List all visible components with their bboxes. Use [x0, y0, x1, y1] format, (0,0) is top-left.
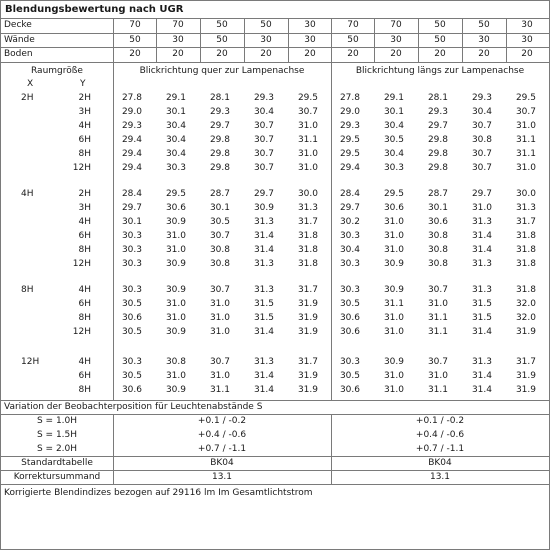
ugr-value-cell: 30.9 — [165, 259, 186, 269]
ugr-value-cell: 30.7 — [209, 231, 230, 241]
ugr-value-cell: 31.0 — [427, 299, 448, 309]
ugr-value-cell: 30.0 — [297, 189, 318, 199]
ugr-value-cell: 30.7 — [297, 107, 318, 117]
ugr-value-cell: 28.1 — [209, 93, 230, 103]
room-y-label: 6H — [78, 299, 91, 309]
ugr-value-cell: 31.1 — [515, 149, 536, 159]
reflectance-cell: 30 — [172, 34, 184, 45]
ugr-value-cell: 29.8 — [209, 149, 230, 159]
ugr-value-cell: 30.3 — [165, 163, 186, 173]
ugr-value-cell: 31.4 — [253, 245, 274, 255]
room-size-header: Raumgröße — [31, 66, 83, 76]
surface-label: Wände — [4, 34, 35, 45]
ugr-value-cell: 29.8 — [427, 135, 448, 145]
ugr-value-cell: 31.4 — [253, 327, 274, 337]
ugr-value-cell: 29.3 — [253, 93, 274, 103]
ugr-value-cell: 31.0 — [165, 231, 186, 241]
ugr-value-cell: 29.8 — [209, 163, 230, 173]
reflectance-cell: 50 — [129, 34, 141, 45]
ugr-value-cell: 30.7 — [427, 357, 448, 367]
room-y-label: 8H — [78, 385, 91, 395]
ugr-value-cell: 30.3 — [339, 259, 360, 269]
ugr-value-cell: 31.8 — [297, 231, 318, 241]
divider — [1, 62, 549, 63]
ugr-value-cell: 29.1 — [165, 93, 186, 103]
reflectance-cell: 70 — [390, 20, 402, 30]
variation-label: S = 1.5H — [36, 430, 78, 440]
ugr-value-cell: 30.5 — [339, 371, 360, 381]
ugr-value-cell: 29.7 — [121, 203, 142, 213]
ugr-value-cell: 31.0 — [165, 245, 186, 255]
ugr-value-cell: 31.8 — [515, 259, 536, 269]
room-y-label: 2H — [78, 189, 91, 199]
ugr-value-cell: 31.9 — [515, 327, 536, 337]
ugr-value-cell: 30.9 — [383, 357, 404, 367]
ugr-value-cell: 31.4 — [471, 245, 492, 255]
room-x-label: 4H — [21, 189, 34, 199]
ugr-value-cell: 31.4 — [471, 385, 492, 395]
ugr-value-cell: 29.7 — [253, 189, 274, 199]
ugr-value-cell: 30.5 — [383, 135, 404, 145]
ugr-value-cell: 30.3 — [339, 357, 360, 367]
ugr-value-cell: 31.0 — [165, 371, 186, 381]
reflectance-cell: 20 — [521, 49, 533, 59]
ugr-value-cell: 30.4 — [165, 121, 186, 131]
ugr-value-cell: 29.7 — [209, 121, 230, 131]
ugr-value-cell: 29.8 — [427, 163, 448, 173]
view-along-header: Blickrichtung längs zur Lampenachse — [355, 66, 525, 76]
reflectance-cell: 20 — [347, 49, 359, 59]
ugr-value-cell: 31.1 — [209, 385, 230, 395]
ugr-value-cell: 30.6 — [165, 203, 186, 213]
ugr-value-cell: 31.9 — [297, 299, 318, 309]
variation-along: +0.7 / -1.1 — [415, 444, 465, 454]
room-x-label: 2H — [21, 93, 34, 103]
ugr-value-cell: 29.4 — [121, 163, 142, 173]
ugr-value-cell: 30.9 — [165, 327, 186, 337]
ugr-value-cell: 31.3 — [253, 285, 274, 295]
ugr-value-cell: 30.3 — [339, 231, 360, 241]
ugr-value-cell: 29.0 — [339, 107, 360, 117]
ugr-value-cell: 30.7 — [471, 163, 492, 173]
ugr-value-cell: 30.4 — [165, 135, 186, 145]
ugr-value-cell: 30.4 — [383, 121, 404, 131]
ugr-value-cell: 31.4 — [253, 371, 274, 381]
room-y-label: 8H — [78, 313, 91, 323]
reflectance-cell: 30 — [478, 34, 490, 45]
variation-cross: +0.1 / -0.2 — [197, 416, 247, 426]
standard-along: BK04 — [428, 458, 452, 468]
ugr-value-cell: 31.7 — [515, 217, 536, 227]
ugr-value-cell: 29.5 — [297, 93, 318, 103]
ugr-value-cell: 29.5 — [383, 189, 404, 199]
ugr-value-cell: 29.5 — [515, 93, 536, 103]
ugr-value-cell: 30.9 — [253, 203, 274, 213]
ugr-value-cell: 30.3 — [339, 285, 360, 295]
ugr-value-cell: 30.3 — [383, 163, 404, 173]
ugr-value-cell: 28.1 — [427, 93, 448, 103]
ugr-value-cell: 30.7 — [427, 285, 448, 295]
reflectance-cell: 30 — [260, 34, 272, 45]
ugr-value-cell: 30.8 — [209, 259, 230, 269]
standard-label: Standardtabelle — [21, 458, 93, 468]
ugr-value-cell: 30.8 — [471, 135, 492, 145]
ugr-value-cell: 30.5 — [121, 327, 142, 337]
ugr-value-cell: 31.1 — [427, 327, 448, 337]
reflectance-cell: 30 — [304, 20, 316, 30]
room-y-label: 12H — [72, 327, 91, 337]
ugr-value-cell: 31.3 — [515, 203, 536, 213]
surface-label: Boden — [4, 49, 33, 59]
surface-label: Decke — [4, 20, 32, 30]
room-x-label: 8H — [21, 285, 34, 295]
room-y-label: 6H — [78, 135, 91, 145]
ugr-value-cell: 31.7 — [297, 285, 318, 295]
ugr-value-cell: 31.3 — [297, 203, 318, 213]
ugr-value-cell: 31.0 — [383, 313, 404, 323]
variation-title: Variation der Beobachterposition für Leuchtenabstände S — [4, 402, 263, 412]
correction-along: 13.1 — [429, 472, 451, 482]
ugr-value-cell: 31.0 — [165, 299, 186, 309]
room-y-label: 4H — [78, 285, 91, 295]
standard-cross: BK04 — [210, 458, 234, 468]
ugr-value-cell: 31.0 — [209, 327, 230, 337]
variation-label: S = 2.0H — [36, 444, 78, 454]
ugr-value-cell: 31.0 — [165, 313, 186, 323]
ugr-value-cell: 29.3 — [471, 93, 492, 103]
ugr-value-cell: 31.1 — [427, 313, 448, 323]
ugr-value-cell: 30.2 — [339, 217, 360, 227]
ugr-value-cell: 31.0 — [383, 385, 404, 395]
ugr-value-cell: 30.3 — [121, 245, 142, 255]
ugr-value-cell: 29.8 — [209, 135, 230, 145]
y-header: Y — [80, 79, 86, 89]
ugr-value-cell: 30.8 — [209, 245, 230, 255]
ugr-value-cell: 31.5 — [471, 313, 492, 323]
ugr-value-cell: 31.0 — [515, 163, 536, 173]
ugr-value-cell: 30.3 — [121, 231, 142, 241]
ugr-value-cell: 31.8 — [515, 285, 536, 295]
ugr-value-cell: 29.7 — [471, 189, 492, 199]
ugr-value-cell: 31.4 — [253, 385, 274, 395]
reflectance-cell: 50 — [216, 20, 228, 30]
ugr-value-cell: 31.0 — [427, 371, 448, 381]
ugr-value-cell: 31.0 — [383, 245, 404, 255]
ugr-value-cell: 30.4 — [165, 149, 186, 159]
ugr-value-cell: 30.9 — [165, 285, 186, 295]
ugr-value-cell: 31.8 — [297, 245, 318, 255]
ugr-value-cell: 31.9 — [515, 371, 536, 381]
reflectance-cell: 50 — [216, 34, 228, 45]
reflectance-cell: 30 — [304, 34, 316, 45]
ugr-value-cell: 31.3 — [471, 217, 492, 227]
room-y-label: 4H — [78, 121, 91, 131]
ugr-value-cell: 29.4 — [339, 163, 360, 173]
ugr-value-cell: 31.4 — [471, 231, 492, 241]
ugr-value-cell: 30.1 — [383, 107, 404, 117]
ugr-value-cell: 30.9 — [383, 259, 404, 269]
reflectance-cell: 50 — [434, 20, 446, 30]
ugr-value-cell: 28.4 — [121, 189, 142, 199]
reflectance-cell: 20 — [304, 49, 316, 59]
variation-along: +0.4 / -0.6 — [415, 430, 465, 440]
ugr-value-cell: 30.6 — [383, 203, 404, 213]
ugr-value-cell: 29.5 — [339, 135, 360, 145]
room-y-label: 6H — [78, 231, 91, 241]
room-y-label: 4H — [78, 217, 91, 227]
ugr-value-cell: 31.8 — [515, 231, 536, 241]
ugr-value-cell: 31.3 — [253, 357, 274, 367]
room-y-label: 8H — [78, 149, 91, 159]
ugr-value-cell: 30.8 — [165, 357, 186, 367]
reflectance-cell: 70 — [172, 20, 184, 30]
ugr-value-cell: 31.3 — [471, 285, 492, 295]
ugr-value-cell: 29.3 — [209, 107, 230, 117]
table-title: Blendungsbewertung nach UGR — [5, 4, 184, 15]
ugr-value-cell: 30.8 — [427, 259, 448, 269]
ugr-value-cell: 29.4 — [121, 149, 142, 159]
ugr-value-cell: 30.5 — [209, 217, 230, 227]
reflectance-cell: 20 — [260, 49, 272, 59]
ugr-value-cell: 29.8 — [427, 149, 448, 159]
ugr-value-cell: 31.1 — [515, 135, 536, 145]
ugr-value-cell: 30.4 — [471, 107, 492, 117]
room-y-label: 3H — [78, 203, 91, 213]
ugr-value-cell: 31.0 — [297, 121, 318, 131]
ugr-value-cell: 31.3 — [471, 259, 492, 269]
ugr-value-cell: 31.0 — [515, 121, 536, 131]
room-x-label: 12H — [21, 357, 40, 367]
ugr-value-cell: 30.7 — [253, 135, 274, 145]
ugr-value-cell: 30.9 — [383, 285, 404, 295]
ugr-value-cell: 30.7 — [471, 149, 492, 159]
ugr-value-cell: 30.6 — [121, 313, 142, 323]
ugr-value-cell: 30.6 — [339, 327, 360, 337]
ugr-value-cell: 31.9 — [297, 385, 318, 395]
ugr-value-cell: 30.6 — [121, 385, 142, 395]
ugr-value-cell: 31.0 — [383, 217, 404, 227]
room-y-label: 12H — [72, 259, 91, 269]
ugr-value-cell: 30.7 — [471, 121, 492, 131]
ugr-value-cell: 30.7 — [209, 357, 230, 367]
ugr-value-cell: 30.1 — [427, 203, 448, 213]
variation-cross: +0.4 / -0.6 — [197, 430, 247, 440]
ugr-value-cell: 30.7 — [209, 285, 230, 295]
ugr-value-cell: 31.9 — [515, 385, 536, 395]
ugr-value-cell: 31.0 — [383, 371, 404, 381]
reflectance-cell: 50 — [260, 20, 272, 30]
reflectance-cell: 50 — [478, 20, 490, 30]
ugr-value-cell: 32.0 — [515, 313, 536, 323]
correction-label: Korrektursummand — [13, 472, 101, 482]
ugr-value-cell: 30.5 — [121, 299, 142, 309]
room-y-label: 12H — [72, 163, 91, 173]
ugr-value-cell: 29.7 — [427, 121, 448, 131]
reflectance-cell: 20 — [478, 49, 490, 59]
ugr-value-cell: 31.3 — [253, 259, 274, 269]
reflectance-cell: 20 — [390, 49, 402, 59]
ugr-value-cell: 27.8 — [339, 93, 360, 103]
room-y-label: 6H — [78, 371, 91, 381]
ugr-value-cell: 31.7 — [515, 357, 536, 367]
ugr-value-cell: 29.3 — [339, 121, 360, 131]
ugr-value-cell: 30.7 — [515, 107, 536, 117]
ugr-value-cell: 30.1 — [121, 217, 142, 227]
ugr-value-cell: 31.9 — [297, 327, 318, 337]
reflectance-cell: 30 — [390, 34, 402, 45]
divider — [1, 484, 549, 485]
ugr-value-cell: 29.5 — [165, 189, 186, 199]
ugr-value-cell: 31.0 — [297, 163, 318, 173]
ugr-value-cell: 30.3 — [121, 285, 142, 295]
ugr-value-cell: 31.5 — [253, 313, 274, 323]
reflectance-cell: 50 — [434, 34, 446, 45]
ugr-value-cell: 30.8 — [427, 231, 448, 241]
variation-cross: +0.7 / -1.1 — [197, 444, 247, 454]
ugr-value-cell: 30.5 — [339, 299, 360, 309]
ugr-value-cell: 30.7 — [253, 149, 274, 159]
ugr-value-cell: 30.9 — [165, 385, 186, 395]
ugr-value-cell: 29.1 — [383, 93, 404, 103]
reflectance-cell: 20 — [434, 49, 446, 59]
ugr-value-cell: 30.1 — [165, 107, 186, 117]
ugr-value-cell: 31.1 — [297, 135, 318, 145]
ugr-value-cell: 30.4 — [253, 107, 274, 117]
ugr-value-cell: 30.3 — [121, 259, 142, 269]
ugr-value-cell: 30.3 — [121, 357, 142, 367]
ugr-value-cell: 31.3 — [253, 217, 274, 227]
ugr-value-cell: 32.0 — [515, 299, 536, 309]
room-y-label: 4H — [78, 357, 91, 367]
ugr-value-cell: 30.7 — [253, 163, 274, 173]
ugr-value-cell: 30.6 — [427, 217, 448, 227]
ugr-value-cell: 31.0 — [209, 371, 230, 381]
ugr-value-cell: 29.5 — [339, 149, 360, 159]
correction-cross: 13.1 — [211, 472, 233, 482]
room-y-label: 2H — [78, 93, 91, 103]
ugr-value-cell: 29.7 — [339, 203, 360, 213]
ugr-value-cell: 31.4 — [471, 371, 492, 381]
x-header: X — [27, 79, 34, 89]
reflectance-cell: 20 — [216, 49, 228, 59]
ugr-value-cell: 29.0 — [121, 107, 142, 117]
reflectance-cell: 70 — [129, 20, 141, 30]
ugr-value-cell: 29.3 — [121, 121, 142, 131]
reflectance-cell: 30 — [521, 20, 533, 30]
ugr-value-cell: 30.6 — [339, 385, 360, 395]
ugr-value-cell: 31.0 — [383, 231, 404, 241]
ugr-value-cell: 31.0 — [297, 149, 318, 159]
ugr-value-cell: 28.7 — [209, 189, 230, 199]
ugr-value-cell: 31.3 — [471, 357, 492, 367]
ugr-value-cell: 30.8 — [427, 245, 448, 255]
ugr-value-cell: 31.5 — [253, 299, 274, 309]
variation-along: +0.1 / -0.2 — [415, 416, 465, 426]
view-cross-header: Blickrichtung quer zur Lampenachse — [139, 66, 305, 76]
ugr-value-cell: 31.7 — [297, 357, 318, 367]
ugr-value-cell: 30.1 — [209, 203, 230, 213]
ugr-value-cell: 29.3 — [427, 107, 448, 117]
ugr-value-cell: 30.4 — [339, 245, 360, 255]
variation-label: S = 1.0H — [36, 416, 78, 426]
reflectance-cell: 20 — [129, 49, 141, 59]
ugr-value-cell: 31.0 — [383, 327, 404, 337]
ugr-value-cell: 30.5 — [121, 371, 142, 381]
ugr-value-cell: 30.0 — [515, 189, 536, 199]
ugr-value-cell: 31.8 — [515, 245, 536, 255]
ugr-value-cell: 31.4 — [471, 327, 492, 337]
ugr-value-cell: 30.7 — [253, 121, 274, 131]
ugr-value-cell: 31.1 — [383, 299, 404, 309]
ugr-value-cell: 31.9 — [297, 371, 318, 381]
reflectance-cell: 50 — [347, 34, 359, 45]
ugr-value-cell: 30.4 — [383, 149, 404, 159]
ugr-value-cell: 30.9 — [165, 217, 186, 227]
ugr-value-cell: 31.0 — [209, 299, 230, 309]
ugr-value-cell: 28.7 — [427, 189, 448, 199]
ugr-value-cell: 30.6 — [339, 313, 360, 323]
ugr-value-cell: 31.9 — [297, 313, 318, 323]
ugr-value-cell: 28.4 — [339, 189, 360, 199]
ugr-value-cell: 27.8 — [121, 93, 142, 103]
room-y-label: 8H — [78, 245, 91, 255]
ugr-value-cell: 31.8 — [297, 259, 318, 269]
footnote: Korrigierte Blendindizes bezogen auf 29116 lm Im Gesamtlichtstrom — [4, 488, 313, 498]
room-y-label: 3H — [78, 107, 91, 117]
ugr-value-cell: 31.0 — [209, 313, 230, 323]
reflectance-cell: 70 — [347, 20, 359, 30]
ugr-value-cell: 31.0 — [471, 203, 492, 213]
ugr-value-cell: 31.7 — [297, 217, 318, 227]
reflectance-cell: 30 — [521, 34, 533, 45]
ugr-value-cell: 31.4 — [253, 231, 274, 241]
ugr-value-cell: 31.5 — [471, 299, 492, 309]
reflectance-cell: 20 — [172, 49, 184, 59]
ugr-value-cell: 29.4 — [121, 135, 142, 145]
ugr-value-cell: 31.1 — [427, 385, 448, 395]
